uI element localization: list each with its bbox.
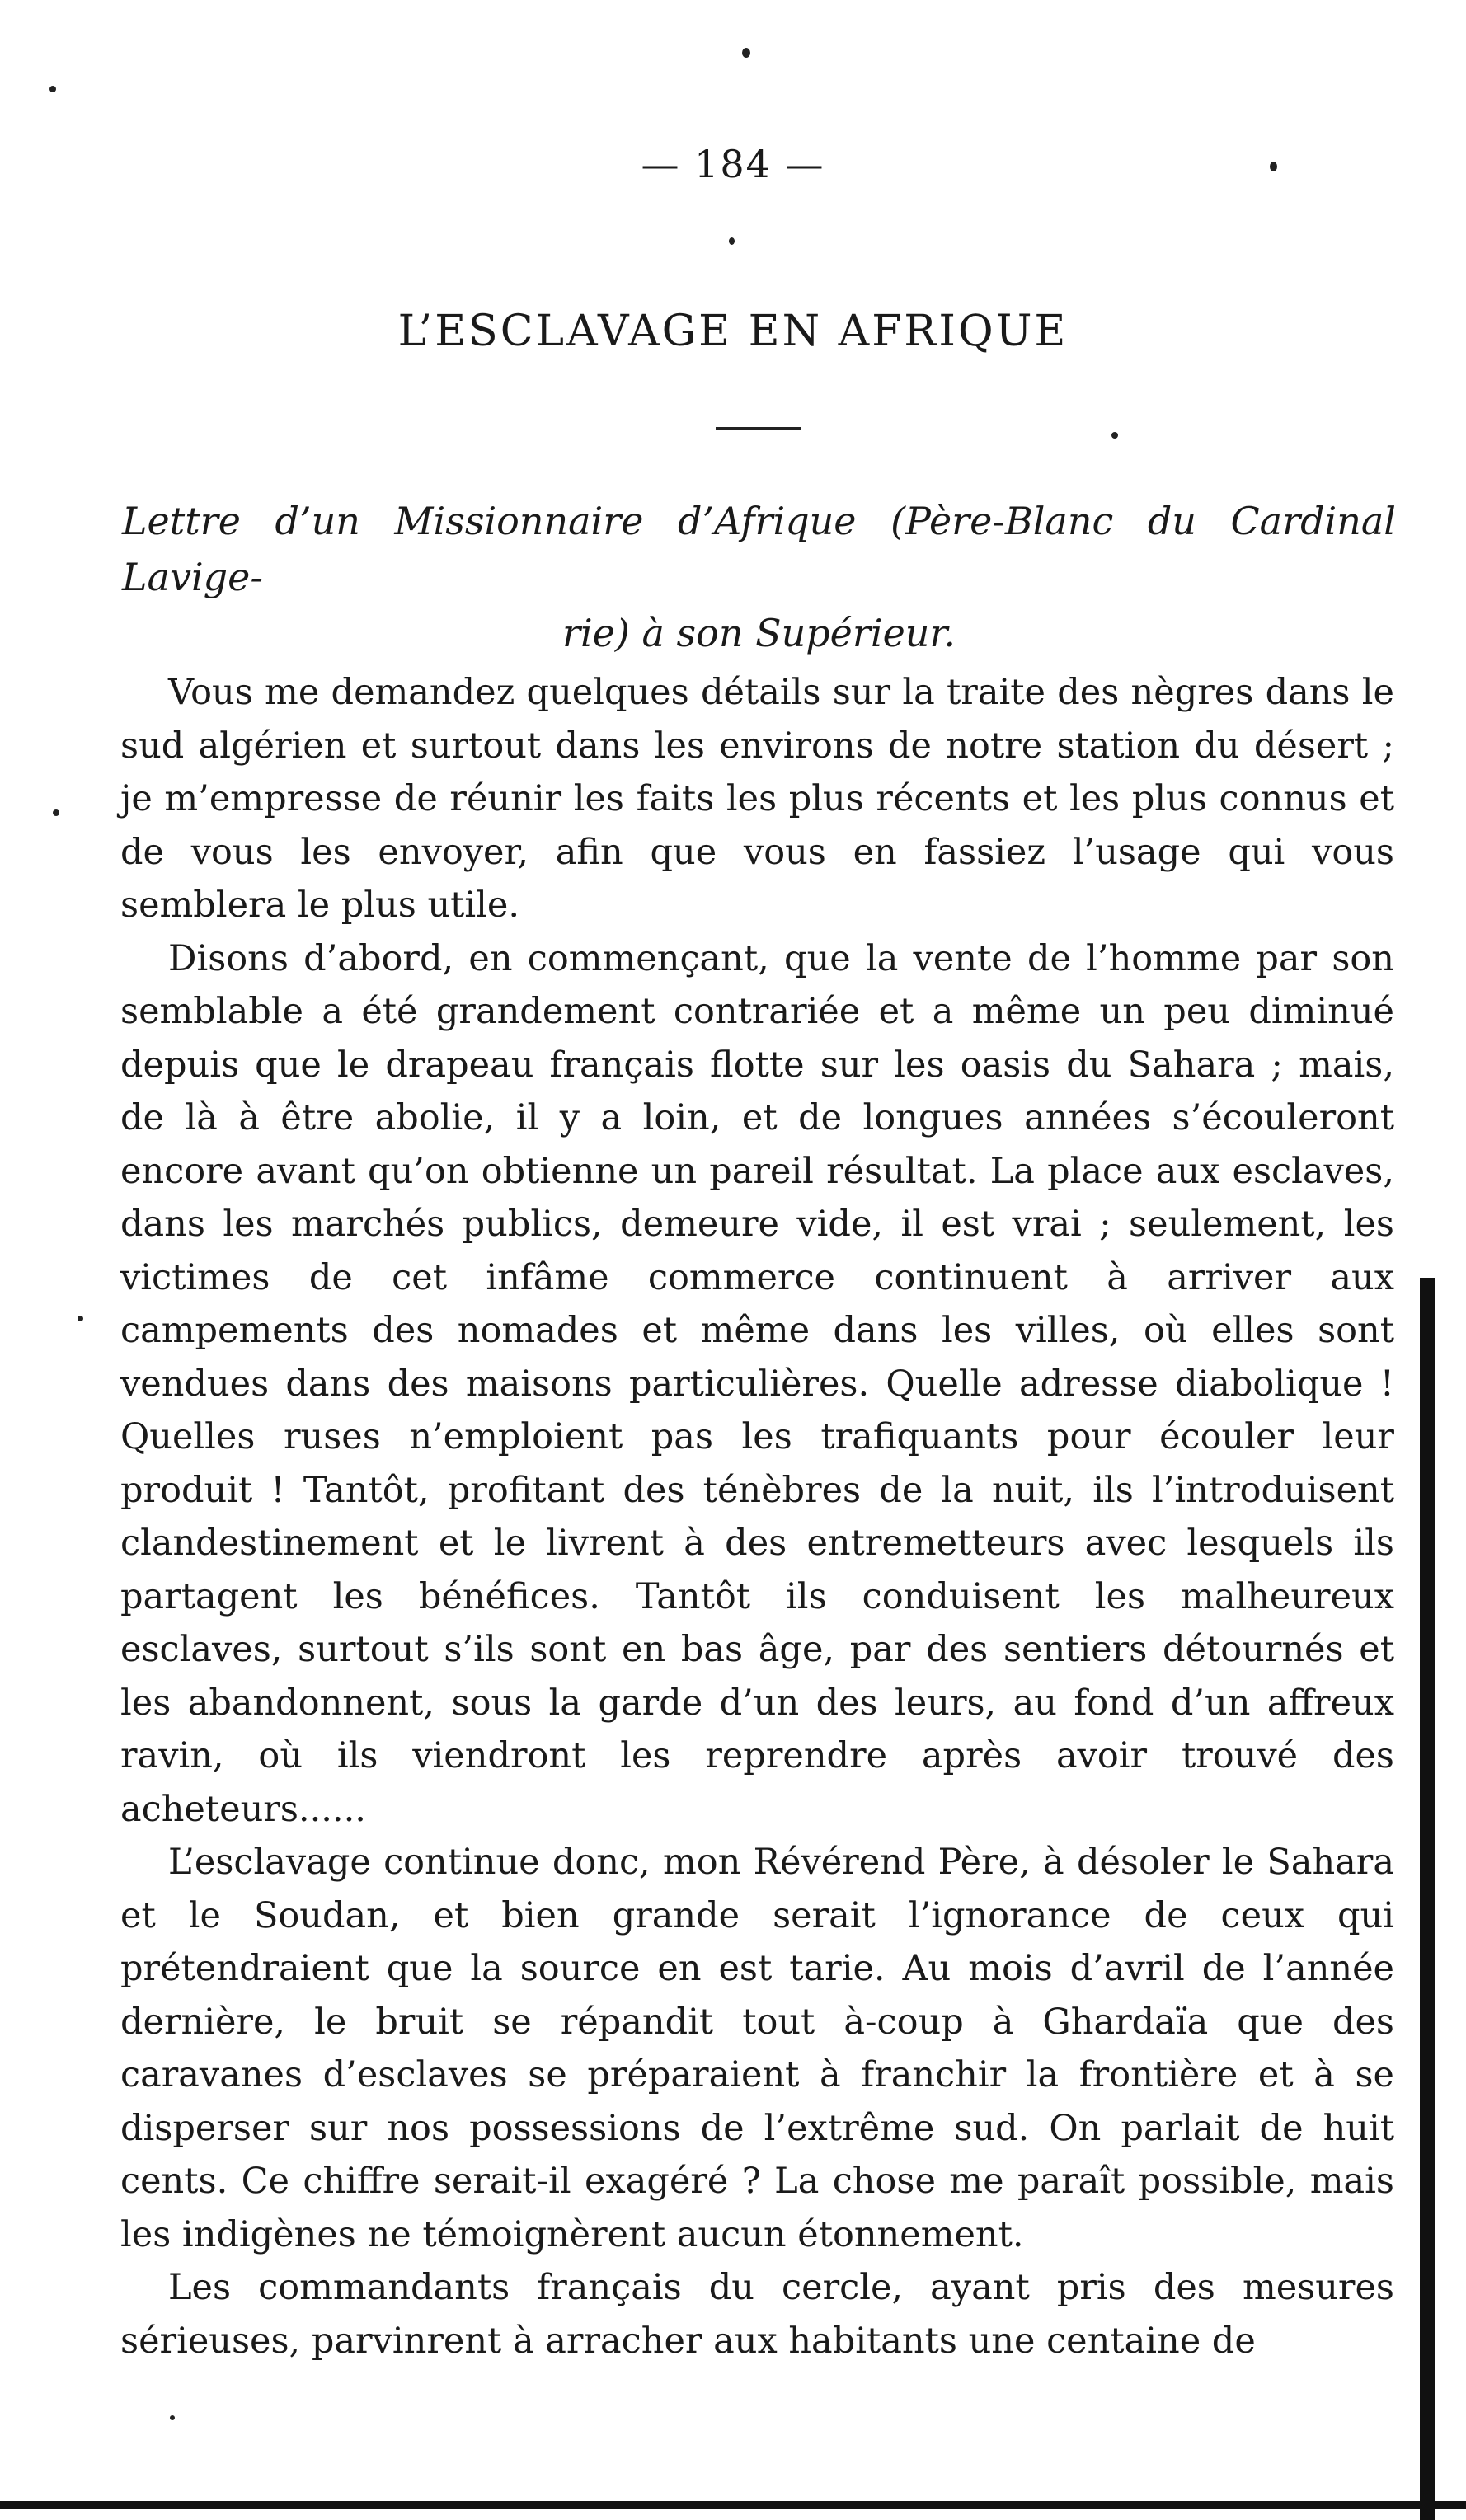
paragraph-4: Les commandants français du cercle, ayant pris des mesures sérieuses, parvinrent à arracher aux habitants une centaine de	[120, 2267, 1394, 2362]
subtitle-line-1: Lettre d’un Missionnaire d’Afrique (Père-Blanc du Cardinal Lavige-	[122, 499, 1396, 599]
scan-speck	[1111, 432, 1118, 439]
subtitle	[122, 493, 1396, 661]
paragraph-3: L’esclavage continue donc, mon Révérend Père, à désoler le Sahara et le Soudan, et bien grande serait l’ignorance de ceux qui prétendraient que la source en est tarie. Au mois d’avril de l’année dernière, le bruit se répandit tout à-coup à Ghardaïa que des caravanes d’esclaves se préparaient à franchir la frontière et à se disperser sur nos possessions de l’extrême sud. On parlait de huit cents. Ce chiffre serait-il exagéré ? La chose me paraît possible, mais les indigènes ne témoignèrent aucun étonnement.	[120, 1842, 1394, 2255]
bottom-scan-border	[0, 2501, 1466, 2509]
scan-speck	[170, 2415, 175, 2420]
page-number: — 184 —	[641, 142, 825, 186]
title-rule	[716, 427, 801, 430]
page-edge-shadow	[1420, 1278, 1435, 2520]
scan-speck	[729, 237, 735, 245]
scan-speck	[53, 809, 59, 816]
scan-speck	[78, 1316, 83, 1321]
scan-speck	[49, 86, 56, 92]
scan-speck	[742, 48, 750, 58]
chapter-title: L’ESCLAVAGE EN AFRIQUE	[397, 307, 1069, 356]
paragraph-1: Vous me demandez quelques détails sur la traite des nègres dans le sud algérien et surtout dans les environs de notre station du désert ; je m’empresse de réunir les faits les plus récents et les plus connus et de vous les envoyer, afin que vous en fassiez l’usage qui vous semblera le plus utile.	[120, 672, 1394, 926]
subtitle-line-2: rie) à son Supérieur.	[561, 611, 956, 655]
body-text	[120, 666, 1394, 2367]
paragraph-2: Disons d’abord, en commençant, que la vente de l’homme par son semblable a été grandement contrariée et a même un peu diminué depuis que le drapeau français flotte sur les oasis du Sahara ; mais, de là à être abolie, il y a loin, et de longues années s’écouleront encore avant qu’on obtienne un pareil résultat. La place aux esclaves, dans les marchés publics, demeure vide, il est vrai ; seulement, les victimes de cet infâme commerce continuent à arriver aux campements des nomades et même dans les villes, où elles sont vendues dans des maisons particulières. Quelle adresse diabolique ! Quelles ruses n’emploient pas les trafiquants pour écouler leur produit ! Tantôt, profitant des ténèbres de la nuit, ils l’introduisent clandestinement et le livrent à des entremetteurs avec lesquels ils partagent les bénéfices. Tantôt ils conduisent les malheureux esclaves, surtout s’ils sont en bas âge, par des sentiers détournés et les abandonnent, sous la garde d’un des leurs, au fond d’un affreux ravin, où ils viendront les reprendre après avoir trouvé des acheteurs......	[120, 937, 1394, 1830]
scan-speck	[1270, 162, 1277, 171]
